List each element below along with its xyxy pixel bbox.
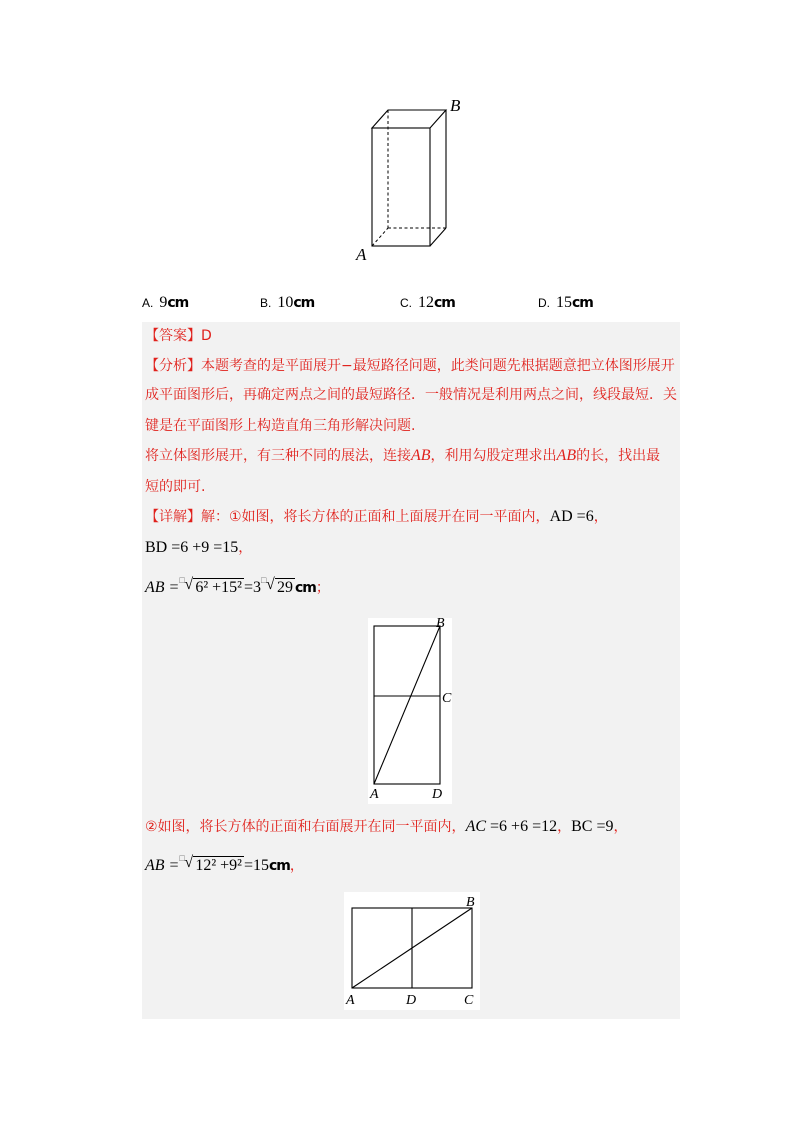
analysis-line-3: 键是在平面图形上构造直角三角形解决问题. bbox=[145, 418, 416, 434]
vertex-a-label: A bbox=[356, 245, 367, 264]
fig1-label-d: D bbox=[432, 787, 443, 802]
analysis-line-4: 将立体图形展开，有三种不同的展法，连接AB，利用勾股定理求出AB的长，找出最 bbox=[145, 447, 661, 464]
fig2-label-c: C bbox=[464, 993, 474, 1008]
analysis-line-1: 【分析】本题考查的是平面展开−最短路径问题，此类问题先根据题意把立体图形展开 bbox=[145, 358, 675, 374]
fig1-label-a: A bbox=[370, 787, 379, 802]
fig1-label-b: B bbox=[436, 618, 445, 631]
equation-bd: BD =6 +9 =15， bbox=[145, 539, 253, 556]
equation-ab-1: AB = □ √ 6² +15² =3 □ √ 29 cm； bbox=[145, 575, 330, 596]
vertex-b-label: B bbox=[450, 96, 461, 115]
answer-label: 【答案】 bbox=[145, 328, 201, 344]
detail-line-1: 【详解】解：①如图，将长方体的正面和上面展开在同一平面内，AD =6， bbox=[145, 508, 608, 525]
option-b[interactable]: B. 10cm bbox=[260, 294, 315, 311]
unfold-figure-1 bbox=[368, 618, 452, 804]
answer-value: D bbox=[201, 328, 212, 344]
analysis-label: 【分析】 bbox=[145, 358, 201, 374]
option-a[interactable]: A. 9cm bbox=[142, 294, 189, 311]
fig2-label-d: D bbox=[406, 993, 417, 1008]
analysis-line-2: 成平面图形后，再确定两点之间的最短路径．一般情况是利用两点之间，线段最短．关 bbox=[145, 387, 677, 403]
detail-label: 【详解】 bbox=[145, 509, 201, 525]
analysis-line-5: 短的即可. bbox=[145, 479, 206, 495]
cuboid-figure bbox=[352, 94, 472, 264]
option-c[interactable]: C. 12cm bbox=[400, 294, 455, 311]
option-d[interactable]: D. 15cm bbox=[538, 294, 593, 311]
equation-ab-2: AB = □ √ 12² +9² =15cm， bbox=[145, 853, 304, 874]
solution-panel bbox=[142, 322, 680, 1019]
fig2-label-b: B bbox=[466, 895, 475, 910]
answer-options bbox=[142, 294, 682, 318]
fig1-label-c: C bbox=[442, 691, 452, 706]
answer-line bbox=[145, 326, 212, 346]
unfold-figure-2 bbox=[344, 892, 480, 1010]
detail-line-2: ②如图，将长方体的正面和右面展开在同一平面内，AC =6 +6 =12，BC =9， bbox=[145, 818, 628, 835]
fig2-label-a: A bbox=[346, 993, 355, 1008]
